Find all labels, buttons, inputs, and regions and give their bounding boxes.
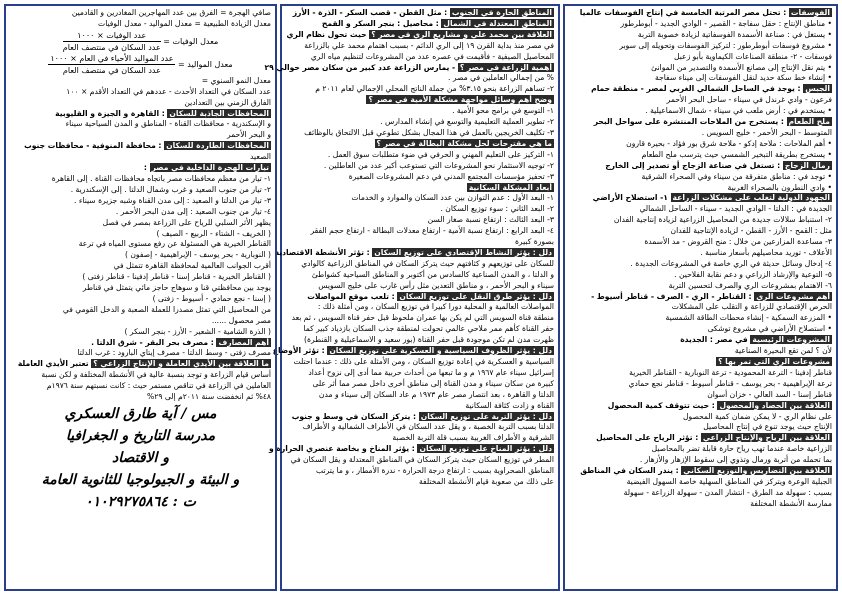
- text-line: [10, 19, 271, 30]
- line-text: الجديدة في : الدلتا - الوادي الجديد - سيناء - الساحل الشمالي: [639, 204, 832, 214]
- formula-denominator: عدد السكان في منتصف العام: [62, 65, 161, 75]
- line-text: : القاهرة و الجيزة و القليوبية: [55, 108, 168, 118]
- text-line: [286, 401, 554, 412]
- text-line: [286, 335, 554, 346]
- line-text: ٦- الاهتمام بمشروعات الري والصرف لتحسين التربة: [668, 280, 832, 290]
- line-text: الدلتا بسبب التربة الخصبة ، و يقل عدد السكان في الأطراف الشمالية و الأطراف: [302, 422, 554, 432]
- line-text: بصورة كبيرة: [514, 237, 554, 247]
- text-line: [569, 226, 832, 237]
- line-text: ١- البعد الأول : عدم التوازن بين عدد السكان والموارد و الخدمات: [351, 193, 554, 203]
- line-text: ٣- تحفيز مؤسسات المجتمع المدني في دعم المشروعات الصغيرة: [348, 171, 554, 181]
- line-text: المحاصيل الصيفية - فأقيمت في عصره عدد من المشروعات لتنظيم مياه الري: [310, 51, 554, 61]
- text-line: [10, 327, 271, 338]
- text-line: [569, 455, 832, 466]
- signature-line: مس / آية طارق العسكري: [64, 406, 217, 422]
- line-text: يظهر الأثر السلبي للرياح على الزراعة بمصر في فصل: [102, 217, 271, 227]
- heading-label: العلاقة بين الرياح والإنتاج الزراعي: [702, 433, 830, 443]
- heading-line: [569, 292, 832, 303]
- line-text: ٣- مساعدة المزارعين من خلال : منح القروض - مد الأسمدة: [644, 237, 832, 247]
- heading-line: [10, 163, 271, 174]
- text-line: [286, 368, 554, 379]
- text-line: [286, 324, 554, 335]
- line-text: : مصرف بحر البقر - شرق الدلتا .: [91, 337, 217, 347]
- line-text: • استصلاح الأراضي في مشروع توشكى: [707, 324, 832, 334]
- text-line: [286, 259, 554, 270]
- teacher-signature: [10, 403, 271, 513]
- heading-line: [274, 247, 554, 259]
- line-text: : يتركز السكان في وسط و جنوب: [291, 411, 419, 421]
- line-text: ٤- البعد الرابع : ارتفاع نسبة الأمية - ارتفاع معدلات البطالة - ارتفاع حجم الفقر: [310, 226, 554, 236]
- text-line: [569, 313, 832, 324]
- text-line: [286, 477, 554, 488]
- text-line: [286, 41, 554, 52]
- text-line: [569, 150, 832, 161]
- text-line: [286, 161, 554, 172]
- line-text: :: [143, 163, 150, 173]
- formula-numerator: عدد المواليد الأحياء في العام × ١٠٠٠: [50, 53, 174, 63]
- text-line: [10, 130, 271, 141]
- text-line: [286, 379, 554, 390]
- line-text: بسبب : سهولة مد الطرق - انتشار المدن - سهولة الزراعة - سهولة: [623, 487, 832, 497]
- line-text: المطر في توزيع السكان حيث يتركز السكان في المناطق المعتدلة و يقل السكان في: [290, 455, 554, 465]
- middle-column: [264, 4, 560, 591]
- text-line: [10, 87, 271, 98]
- text-line: [10, 305, 271, 316]
- line-text: • مناطق الإنتاج : حقل سفاجة - القصير - الوادي الجديد - أبوطرطور: [620, 18, 832, 28]
- formula-numerator: عدد الوفيات × ١٠٠٠: [63, 30, 161, 42]
- line-text: • مشروع فوسفات أبوطرطور : لتركيز الفوسفات وتحويله إلى سوبر: [619, 40, 832, 50]
- text-line: [10, 348, 271, 359]
- text-line: [286, 226, 554, 237]
- heading-label: العلاقة بين محمد علي و مشاريع الري في مصر ؟: [371, 29, 552, 39]
- line-text: صافي الهجرة = الفرق بين عدد المهاجرين المغادرين و القادمين: [71, 8, 271, 17]
- line-text: • يستخرج بطريقة التبخير الشمسي حيث يترسب ملح الطعام: [641, 149, 832, 159]
- line-text: مصرف زفتى - وسط الدلتا - مصرف إيتاي البارود : غرب الدلتا: [77, 348, 271, 358]
- heading-line: [10, 109, 271, 120]
- heading-label: وضح أهم وسائل مواجهة مشكلة الأمية في مصر ؟: [368, 95, 552, 105]
- line-text: الحرص الإقتصادي للزراعة و التقلب على المشكلات: [671, 302, 832, 312]
- line-text: • وادي النطرون بالصحراء الغربية: [727, 182, 832, 192]
- line-text: القناطر الخيرية هي المسئولة عن رفع مستوى المياه في ترعة: [78, 239, 271, 249]
- heading-line: [286, 412, 554, 423]
- text-line: [569, 390, 832, 401]
- rate-formula: [10, 53, 271, 76]
- text-line: [10, 392, 271, 403]
- text-line: [10, 261, 271, 272]
- signature-line: و البيئة و الجيولوجيا للثانوية العامة: [41, 472, 240, 488]
- heading-label: أبعاد المشكلة السكانية: [468, 182, 552, 192]
- line-text: كبيرة من سكان سيناء و مدن القناة إلى مناطق أخرى داخل مصر مما أثر على: [312, 378, 554, 388]
- line-text: • يتم نقل الإنتاج إلى مصانع الأسمدة والتصدير من الموانئ: [651, 62, 832, 72]
- heading-line: [569, 117, 832, 128]
- text-line: [286, 433, 554, 444]
- line-text: ٢- توجيه الاستثمار نحو المشروعات التي تستوعب أكبر عدد من العاطلين .: [323, 160, 554, 170]
- line-text: ١- استصلاح الأراضي: [592, 193, 671, 203]
- text-line: [569, 183, 832, 194]
- heading-line: [569, 193, 832, 204]
- line-text: الشرقية و الأطراف الغربية بسبب قلة التربة الخصبة: [392, 433, 554, 443]
- line-text: : تستغل في صناعة الزجاج أو تصدير إلى الخارج: [605, 160, 783, 170]
- line-text: : يوجد في الساحل الشمالي الغربي لمصر - منطقة حمام: [591, 84, 804, 94]
- text-line: [286, 390, 554, 401]
- line-text: فرعون - وادي غرندل في سيناء - ساحل البحر الأحمر: [666, 95, 832, 105]
- text-line: [569, 63, 832, 74]
- line-text: و البحر الأحمر: [226, 130, 271, 140]
- line-text: بما تحمله من أتربة ورمال وتذوي إلى سقوط الإزهار والأزهار .: [639, 455, 832, 465]
- heading-label: دلل : يؤثر طرق النقل على توزيع السكان: [399, 291, 552, 301]
- text-line: [10, 196, 271, 207]
- line-text: المواصلات العالمية و المحلية دورا كبيرا في توزيع السكان ، ومن أمثلة ذلك :: [317, 302, 554, 312]
- text-line: [286, 302, 554, 313]
- text-line: [10, 272, 271, 283]
- heading-line: [569, 466, 832, 477]
- line-text: من المحاصيل التي تمثل مصدرا للعملة الصعبة و الدخل القومي في: [62, 304, 271, 314]
- line-text: • يستخدم في : أرض ملعب في سيناء - شمال الاسماعيلية .: [645, 106, 832, 116]
- line-text: ( النوبارية - بحر يوسف - الإبراهيمية - إصفون ): [124, 250, 271, 260]
- line-text: : حيث تتوقف كمية المحصول: [607, 400, 718, 410]
- text-line: [569, 368, 832, 379]
- heading-line: [286, 8, 554, 19]
- text-line: [569, 237, 832, 248]
- line-text: • يستغل في : صناعة الأسمدة الفوسفاتية لزيادة خصوبة التربة: [637, 29, 832, 39]
- line-text: ١- تيار من معظم محافظات مصر باتجاه محافظات القناة . إلى القاهرة: [51, 173, 271, 183]
- text-line: [569, 30, 832, 41]
- line-text: في مصر : الجديدة: [680, 335, 751, 345]
- text-line: [10, 8, 271, 19]
- line-text: حفر القناة كأهم ممر ملاحي عالمي تحولت لمنطقة جذب السكان بازدياد كبير كما: [303, 324, 554, 334]
- line-text: : تؤثر الرياح على المحاصيل: [596, 433, 701, 443]
- text-line: [286, 128, 554, 139]
- text-line: [286, 84, 554, 95]
- line-text: ١- التركيز على التعليم المهني و الحرفي في ضوء متطلبات سوق العمل .: [327, 149, 554, 159]
- heading-line: [286, 19, 554, 30]
- heading-line: [569, 84, 832, 95]
- text-line: [569, 444, 832, 455]
- heading-line: [286, 30, 554, 41]
- text-line: [286, 466, 554, 477]
- text-line: [569, 106, 832, 117]
- heading-label: ملح الطعام: [788, 117, 830, 127]
- line-text: : يندر السكان في المناطق: [580, 466, 682, 476]
- text-line: [569, 41, 832, 52]
- formula-fraction: [48, 53, 175, 76]
- text-line: [10, 283, 271, 294]
- line-text: • توجد في : مناطق متفرقة من سيناء وفي الصحراء الشرقية: [641, 171, 832, 181]
- heading-line: [569, 401, 832, 412]
- line-text: : تحتل مصر المرتبة الخامسة في إنتاج الفوسفات عالميا: [579, 8, 789, 17]
- line-text: إسرائيل سيناء عام ١٩٦٧ م و ما تبعها من أحداث حربية مما أدى إلى نزوح أعداد: [308, 367, 554, 377]
- text-line: [569, 204, 832, 215]
- heading-line: [10, 338, 271, 349]
- text-line: [569, 172, 832, 183]
- heading-line: [569, 161, 832, 172]
- line-text: الصعيد: [250, 152, 271, 162]
- line-text: الجبلية الوعرة ويتركز في المناطق السهلية خاصة السهول الفيضية: [626, 476, 832, 486]
- heading-label: دلل : يؤثر الظروف السياسية و العسكرية على توزيع السكان: [329, 346, 552, 356]
- line-text: سيناء و البحر الأحمر ، و مناطق التعدين مثل رأس غارب على خليج السويس: [318, 280, 554, 290]
- line-text: ٤- إدخال وسائل حديثة في الري خاصة في المشروعات الجديدة .: [630, 258, 832, 268]
- text-line: [286, 422, 554, 433]
- text-line: [569, 270, 832, 281]
- text-line: [569, 52, 832, 63]
- line-text: % من إجمالي العاملين في مصر .: [448, 73, 554, 83]
- text-line: [10, 185, 271, 196]
- heading-label: أهم المصارف: [218, 337, 269, 347]
- heading-label: أهمية الزراعة في مصر ؟: [459, 62, 552, 72]
- line-text: للسكان على توزيعهم و كثافتهم حيث يتركز السكان في المناطق الزراعية كالوادي: [301, 258, 554, 268]
- text-line: [10, 250, 271, 261]
- line-text: الفارق الزمني بين التعدادين: [184, 97, 271, 107]
- heading-label: المحافظات الطاردة للسكان: [166, 141, 269, 151]
- heading-label: تيارات الهجرة الداخلية في مصر: [151, 163, 269, 173]
- heading-label: رمال الزجاج: [784, 160, 830, 170]
- text-line: [569, 95, 832, 106]
- rate-formula: [10, 30, 271, 53]
- line-text: ( القناطر الخيرية - قناطر إسنا - قناطر إدفينا - قناطر زفتى ): [82, 272, 271, 282]
- line-text: على نظام الري - لا يمكن ضمان كمية المحصول: [683, 411, 832, 421]
- line-text: : القناطر - الري - الصرف - قناطر أسيوط -: [591, 291, 755, 301]
- heading-label: المناطق المعتدلة في الشمال: [443, 18, 552, 28]
- heading-label: الجبس: [805, 84, 830, 94]
- heading-label: دلل : يؤثر النشاط الإقتصادي على توزيع السكان: [374, 247, 552, 257]
- line-text: ٢- تيار من جنوب الصعيد و غرب وشمال الدلتا . إلى الإسكندرية .: [70, 184, 271, 194]
- line-text: في مصر منذ بداية القرن ١٩ إلى الري الدائم - بسبب اهتمام محمد علي بالزراعة: [304, 40, 554, 50]
- text-line: [569, 488, 832, 499]
- heading-label: أهم مشروعات الري: [756, 291, 830, 301]
- line-text: : مثل القطن - قصب السكر - الذرة - الأرز: [292, 8, 450, 17]
- line-text: : تؤثر الأوضاع: [272, 346, 328, 356]
- formula-fraction: [63, 30, 161, 53]
- left-column: [4, 4, 277, 591]
- line-text: : محافظة المنوفية - محافظات جنوب: [24, 141, 165, 151]
- line-text: معدل النمو السنوي =: [201, 75, 271, 85]
- text-line: [10, 294, 271, 305]
- text-line: [10, 76, 271, 87]
- line-text: لأن ؟ لمن تقع البحيرة الصناعية: [734, 346, 832, 356]
- heading-line: [569, 8, 832, 19]
- line-text: و الإسكندرية - محافظات القناة - المناطق و المدن السياحية سيناء: [65, 119, 271, 129]
- text-line: [10, 316, 271, 327]
- heading-line: [569, 433, 832, 444]
- text-line: [569, 346, 832, 357]
- heading-label: دلل : يؤثر التربة على توزيع السكان: [420, 411, 552, 421]
- text-line: [286, 52, 554, 63]
- text-line: [286, 150, 554, 161]
- line-text: ٥- التوعية والإرشاد الزراعي و دعم نقابة الفلاحين .: [674, 269, 832, 279]
- heading-label: الجهود الدولية لتغلب على مشكلات الزراعة: [672, 193, 830, 203]
- line-text: ( إسنا - نجع حمادي - أسيوط - زفتى ): [152, 293, 271, 303]
- line-text: ٤- تيار من جنوب الصعيد : إلى مدن البحر الأحمر .: [115, 206, 271, 216]
- text-line: [286, 237, 554, 248]
- text-line: [286, 270, 554, 281]
- text-line: [569, 248, 832, 259]
- heading-line: [10, 359, 271, 370]
- text-line: [10, 119, 271, 130]
- line-text: ممارسة الأنشطة المختلفة: [750, 498, 832, 508]
- heading-line: [286, 183, 554, 194]
- text-line: [10, 381, 271, 392]
- formula-label: معدل المواليد =: [175, 59, 233, 69]
- heading-label: المناطق الحارة في الجنوب: [451, 8, 552, 17]
- line-text: • إنشاء خط سكة حديد لنقل الفوسفات إلى ميناء سفاجة: [654, 73, 832, 83]
- text-line: [569, 379, 832, 390]
- heading-label: العلاقة بين الحصاد والمحصول: [719, 400, 830, 410]
- formula-denominator: عدد السكان في منتصف العام: [62, 42, 161, 52]
- line-text: أقرب الجوانب العالمية لمحافظة القاهرة تتمثل في: [113, 261, 271, 271]
- text-line: [569, 139, 832, 150]
- line-text: ٢- تطوير العملية التعليمية والتوسع في إنشاء المدارس .: [380, 117, 554, 127]
- text-line: [569, 281, 832, 292]
- text-line: [10, 218, 271, 229]
- heading-label: الفوسفات: [790, 8, 830, 17]
- heading-label: المشروعات الرئيسية: [752, 335, 830, 345]
- text-line: [569, 302, 832, 313]
- text-line: [569, 499, 832, 510]
- text-line: [10, 229, 271, 240]
- heading-label: المحافظات الجاذبة للسكان: [169, 108, 269, 118]
- text-line: [286, 106, 554, 117]
- line-text: مصر محصول ......: [211, 315, 271, 325]
- text-line: [569, 73, 832, 84]
- line-text: : تؤثر الأنشطة الاقتصادية: [274, 247, 373, 257]
- line-text: السياسية و العسكرية في إعادة توزيع السكان ، ومن الأمثلة على ذلك : عندما احتلت: [293, 357, 554, 366]
- line-text: - يمارس الزراعة عدد كبير من سكان مصر حوالي ٢٩: [264, 62, 458, 72]
- line-text: معدل الزيادة الطبيعية = معدل المواليد - معدل الوفيات: [98, 18, 271, 28]
- text-line: [569, 259, 832, 270]
- line-text: الأعلاف - توريد محاصيلهم بأسعار مناسبة .: [700, 247, 832, 257]
- line-text: قناطر إدفينا - الترعة المحمودية - ترعة النوبارية - القناطر الخيرية: [629, 367, 832, 377]
- line-text: ١- التوسع في برامج محو الأمية .: [452, 106, 554, 116]
- line-text: ٢- تساهم الزراعة بنحو ٣.١٥% من جملة الناتج المحلي الإجمالي لعام ٢٠١١ م: [315, 84, 554, 94]
- text-line: [10, 174, 271, 185]
- line-text: الدلتا و القاهرة ، بعد انتصار مصر عام ١٩٧٣ م عاد السكان إلى سيناء و مدن: [318, 389, 554, 399]
- line-text: ظهرت مدن لم تكن موجودة قبل حفر القناة (بور سعيد و الاسماعيلية و القنطرة): [304, 335, 554, 345]
- line-text: يوجد بين محافظتي قنا و سوهاج حاجز مائي يتمثل في قناطر: [82, 283, 271, 293]
- heading-line: [286, 95, 554, 106]
- signature-line: مدرسة التاريخ و الجغرافيا: [65, 428, 216, 444]
- text-line: [10, 152, 271, 163]
- heading-line: [10, 141, 271, 152]
- text-line: [10, 370, 271, 381]
- heading-label: ما هي مقترحات لحل مشكلة البطالة في مصر ؟: [376, 138, 552, 148]
- text-line: [10, 98, 271, 109]
- text-line: [569, 422, 832, 433]
- text-line: [569, 412, 832, 423]
- line-text: : تلعب موقع المواصلات: [307, 291, 398, 301]
- formula-label: معدل الوفيات =: [160, 36, 219, 46]
- line-text: منطقة قناة السويس التي لم يكن بها عمران ملحوظ قبل حفر قناة السويس ، ثم بعد: [291, 313, 554, 323]
- line-text: عدد السكان في التعداد الأحدث - عددهم في التعداد الأقدم × ١٠٠: [66, 86, 271, 96]
- line-text: ٣- تكليف الخريجين بالعمل في هذا المجال بشكل تطوعي قبل الالتحاق بالوظائف: [304, 127, 554, 137]
- line-text: المناطق الصحراوية بسبب : ارتفاع درجة الحرارة - ندرة الأمطار ، و ما يترتب: [316, 466, 554, 476]
- line-text: و الدلتا ، و المدن الصناعية كالسادس من أكتوبر و المناطق السياحية كشواطئ: [311, 269, 554, 279]
- line-text: ٣- البعد الثالث : ارتفاع نسبة صغار السن: [427, 215, 554, 225]
- signature-line: و الاقتصاد: [111, 450, 170, 466]
- heading-label: العلاقة بين التضاريس والتوزيع السكاني: [683, 466, 830, 476]
- heading-line: [272, 346, 554, 357]
- line-text: : يستخرج من الملاحات المنتشرة على سواحل البحر: [593, 117, 787, 127]
- line-text: ( الذرة الشامية - الشعير - الأرز - بنجر السكر ): [124, 326, 271, 336]
- line-text: مثل : القمح - الأرز - القطن - لزيادة الإنتاجية للفدان: [670, 226, 832, 236]
- heading-line: [264, 62, 554, 74]
- heading-label: دلل : يؤثر المناخ على توزيع السكان: [419, 444, 552, 454]
- text-line: [286, 215, 554, 226]
- line-text: ترعة الإبراهيمية - بحر يوسف - قناطر أسيوط - قناطر نجع حمادي: [628, 378, 832, 388]
- line-text: حيث تحول نظام الري: [286, 29, 370, 39]
- text-line: [286, 455, 554, 466]
- heading-line: [286, 139, 554, 150]
- line-text: أساس قيام الزراعة و توجد بنسبة عالية في الأنشطة المختلفة و لكن نسبة: [41, 370, 271, 380]
- heading-label: مشروعات الري التي تمر بها ؟: [718, 357, 830, 366]
- heading-line: [286, 292, 554, 303]
- line-text: على ذلك من صعوبة قيام الأنشطة المختلفة: [418, 476, 554, 486]
- line-text: : محاصيل : بنجر السكر و القمح: [321, 18, 442, 28]
- text-line: [286, 281, 554, 292]
- heading-line: [569, 357, 832, 368]
- line-text: ٤٨% ثم انخفضت سنة ٢٠١١م إلى ٢٩%: [147, 392, 271, 402]
- line-text: : يؤثر المناخ و بخاصة عنصري الحرارة و: [269, 444, 418, 454]
- right-column: [563, 4, 838, 591]
- line-text: المتوسط - البحر الأحمر - خليج السويس .: [701, 127, 832, 137]
- line-text: الإنتاج حيث يوجد تنوع في إنتاج المحاصيل: [703, 422, 832, 432]
- text-line: [569, 477, 832, 488]
- text-line: [569, 19, 832, 30]
- text-line: [286, 117, 554, 128]
- line-text: فوسفات - ٢- منطقة الصناعات الكيماوية بأبو زعبل: [674, 51, 832, 61]
- text-line: [286, 73, 554, 84]
- line-text: الزراعية خاصة عندما تهب رياح حارة قابلة تضر بالمحاصيل: [651, 444, 832, 454]
- text-line: [10, 239, 271, 250]
- signature-line: ت : ٠١٠٢٩٢٧٥٨٦٤: [85, 494, 196, 510]
- line-text: ( الخريف - الشتاء - الربيع - الصيف ): [156, 228, 271, 238]
- text-line: [286, 193, 554, 204]
- line-text: تعتبر الأيدي العاملة: [17, 359, 92, 369]
- text-line: [569, 215, 832, 226]
- line-text: • أهم الملاحات : ملاحة إدكو - ملاحة شرق بور فؤاد - بحيرة قارون: [626, 138, 832, 148]
- line-text: قناطر إسنا - السد العالي - خزان أسوان: [707, 389, 832, 399]
- text-line: [286, 204, 554, 215]
- text-line: [286, 357, 554, 368]
- line-text: ٣- تيار من الدلتا و الصعيد : إلى مدن القناة وشبه جزيرة سيناء .: [74, 195, 271, 205]
- heading-line: [569, 335, 832, 346]
- text-line: [286, 313, 554, 324]
- line-text: العاملين في الزراعة في تناقص مستمر حيث : كانت نسبتهم سنة ١٩٧٦م: [46, 381, 271, 391]
- line-text: ٢- البعد الثاني : سوء توزيع السكان .: [440, 204, 554, 214]
- heading-line: [269, 444, 554, 455]
- text-line: [286, 172, 554, 183]
- text-line: [569, 324, 832, 335]
- heading-label: ما العلاقة بين الأيدي العاملة و الإنتاج الزراعي ؟: [93, 359, 269, 369]
- text-line: [10, 207, 271, 218]
- line-text: ٢- استنباط سلالات جديدة من المحاصيل الزراعية لزيادة إنتاجية الفدان: [613, 215, 832, 225]
- line-text: القناة و زادت كثافة السكانية: [465, 400, 554, 410]
- text-line: [569, 128, 832, 139]
- line-text: • المزرعة السمكية - إنشاء محطات الطاقة الشمسية: [665, 313, 832, 323]
